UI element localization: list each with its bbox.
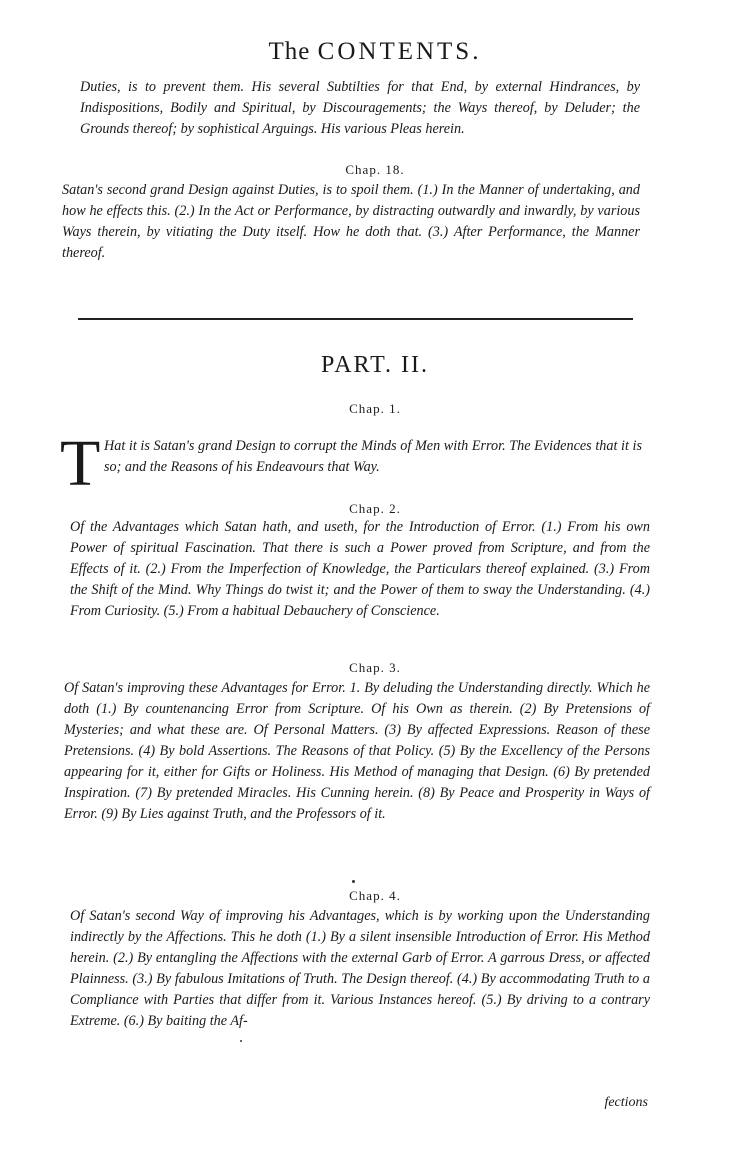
chap-3-heading: Chap. 3. [349,660,401,675]
running-head-title: CONTENTS. [317,38,482,65]
section-divider-rule [78,318,633,320]
chap-4-heading: Chap. 4. [349,888,401,903]
catchword: fections [604,1095,648,1110]
ink-speck [352,880,355,883]
continued-paragraph: Duties, is to prevent them. His several Subtilties for that End, by external Hindrances, by Indispositions, Bodily and Spiritual, by Discouragements; the Ways thereof, by Deluder; the Grounds thereof; by sophistical Arguings. His various Pleas herein. [80,79,640,137]
chap-2-summary: Of the Advantages which Satan hath, and useth, for the Introduction of Error. (1.) From his own Power of spiritual Fascination. That there is such a Power proved from Scripture, and from the Effects of it. (2.) From the Imperfection of Knowledge, the Particulars thereof explained. (3.) From the Shift of the Mind. Why Things do twist it; and the Power of them to sway the Understanding. (4.) From Curiosity. (5.) From a habitual Debauchery of Conscience. [70,519,650,619]
chap-18-summary: Satan's second grand Design against Duties, is to spoil them. (1.) In the Manner of undertaking, and how he effects this. (2.) In the Act or Performance, by distracting outwardly and inwardly, by various Ways therein, by vitiating the Duty itself. How he doth that. (3.) After Performance, the Manner thereof. [62,182,640,261]
chap-3-summary: Of Satan's improving these Advantages for Error. 1. By deluding the Understanding directly. Which he doth (1.) By countenancing Error from Scripture. Of his Own as therein. (2) By Pretensions of Mysteries; and what these are. Of Personal Matters. (3) By affected Expressions. Reason of these Pretensions. (4) By bold Assertions. The Reasons of that Policy. (5) By the Excellency of the Persons appearing for it, either for Gifts or Holiness. His Method of managing that Design. (6) By pretended Inspiration. (7) By pretended Miracles. His Cunning herein. (8) By Peace and Prosperity in Ways of Error. (9) By Lies against Truth, and the Professors of it. [64,680,650,822]
chap-1-summary: Hat it is Satan's grand Design to corrupt the Minds of Men with Error. The Evidences that it is so; and the Reasons of his Endeavours that Way. [104,438,642,475]
ink-speck [240,1040,242,1042]
chap-2-heading: Chap. 2. [349,501,401,516]
chap-18-heading: Chap. 18. [345,162,405,177]
drop-cap: T [60,427,101,500]
running-head [0,38,750,66]
part-title: PART. II. [321,352,429,378]
chap-1-heading: Chap. 1. [349,401,401,416]
running-head-prefix: The [268,38,311,65]
chap-4-summary: Of Satan's second Way of improving his Advantages, which is by working upon the Understanding indirectly by the Affections. This he doth (1.) By a silent insensible Introduction of Error. His Method herein. (2.) By entangling the Affections with the external Garb of Error. A garrous Dress, or affected Plainness. (3.) By fabulous Imitations of Truth. The Design thereof. (4.) By accommodating Truth to a Compliance with Parties that differ from it. Various Instances hereof. (5.) By driving to a contrary Extreme. (6.) By baiting the Af- [70,908,650,1029]
